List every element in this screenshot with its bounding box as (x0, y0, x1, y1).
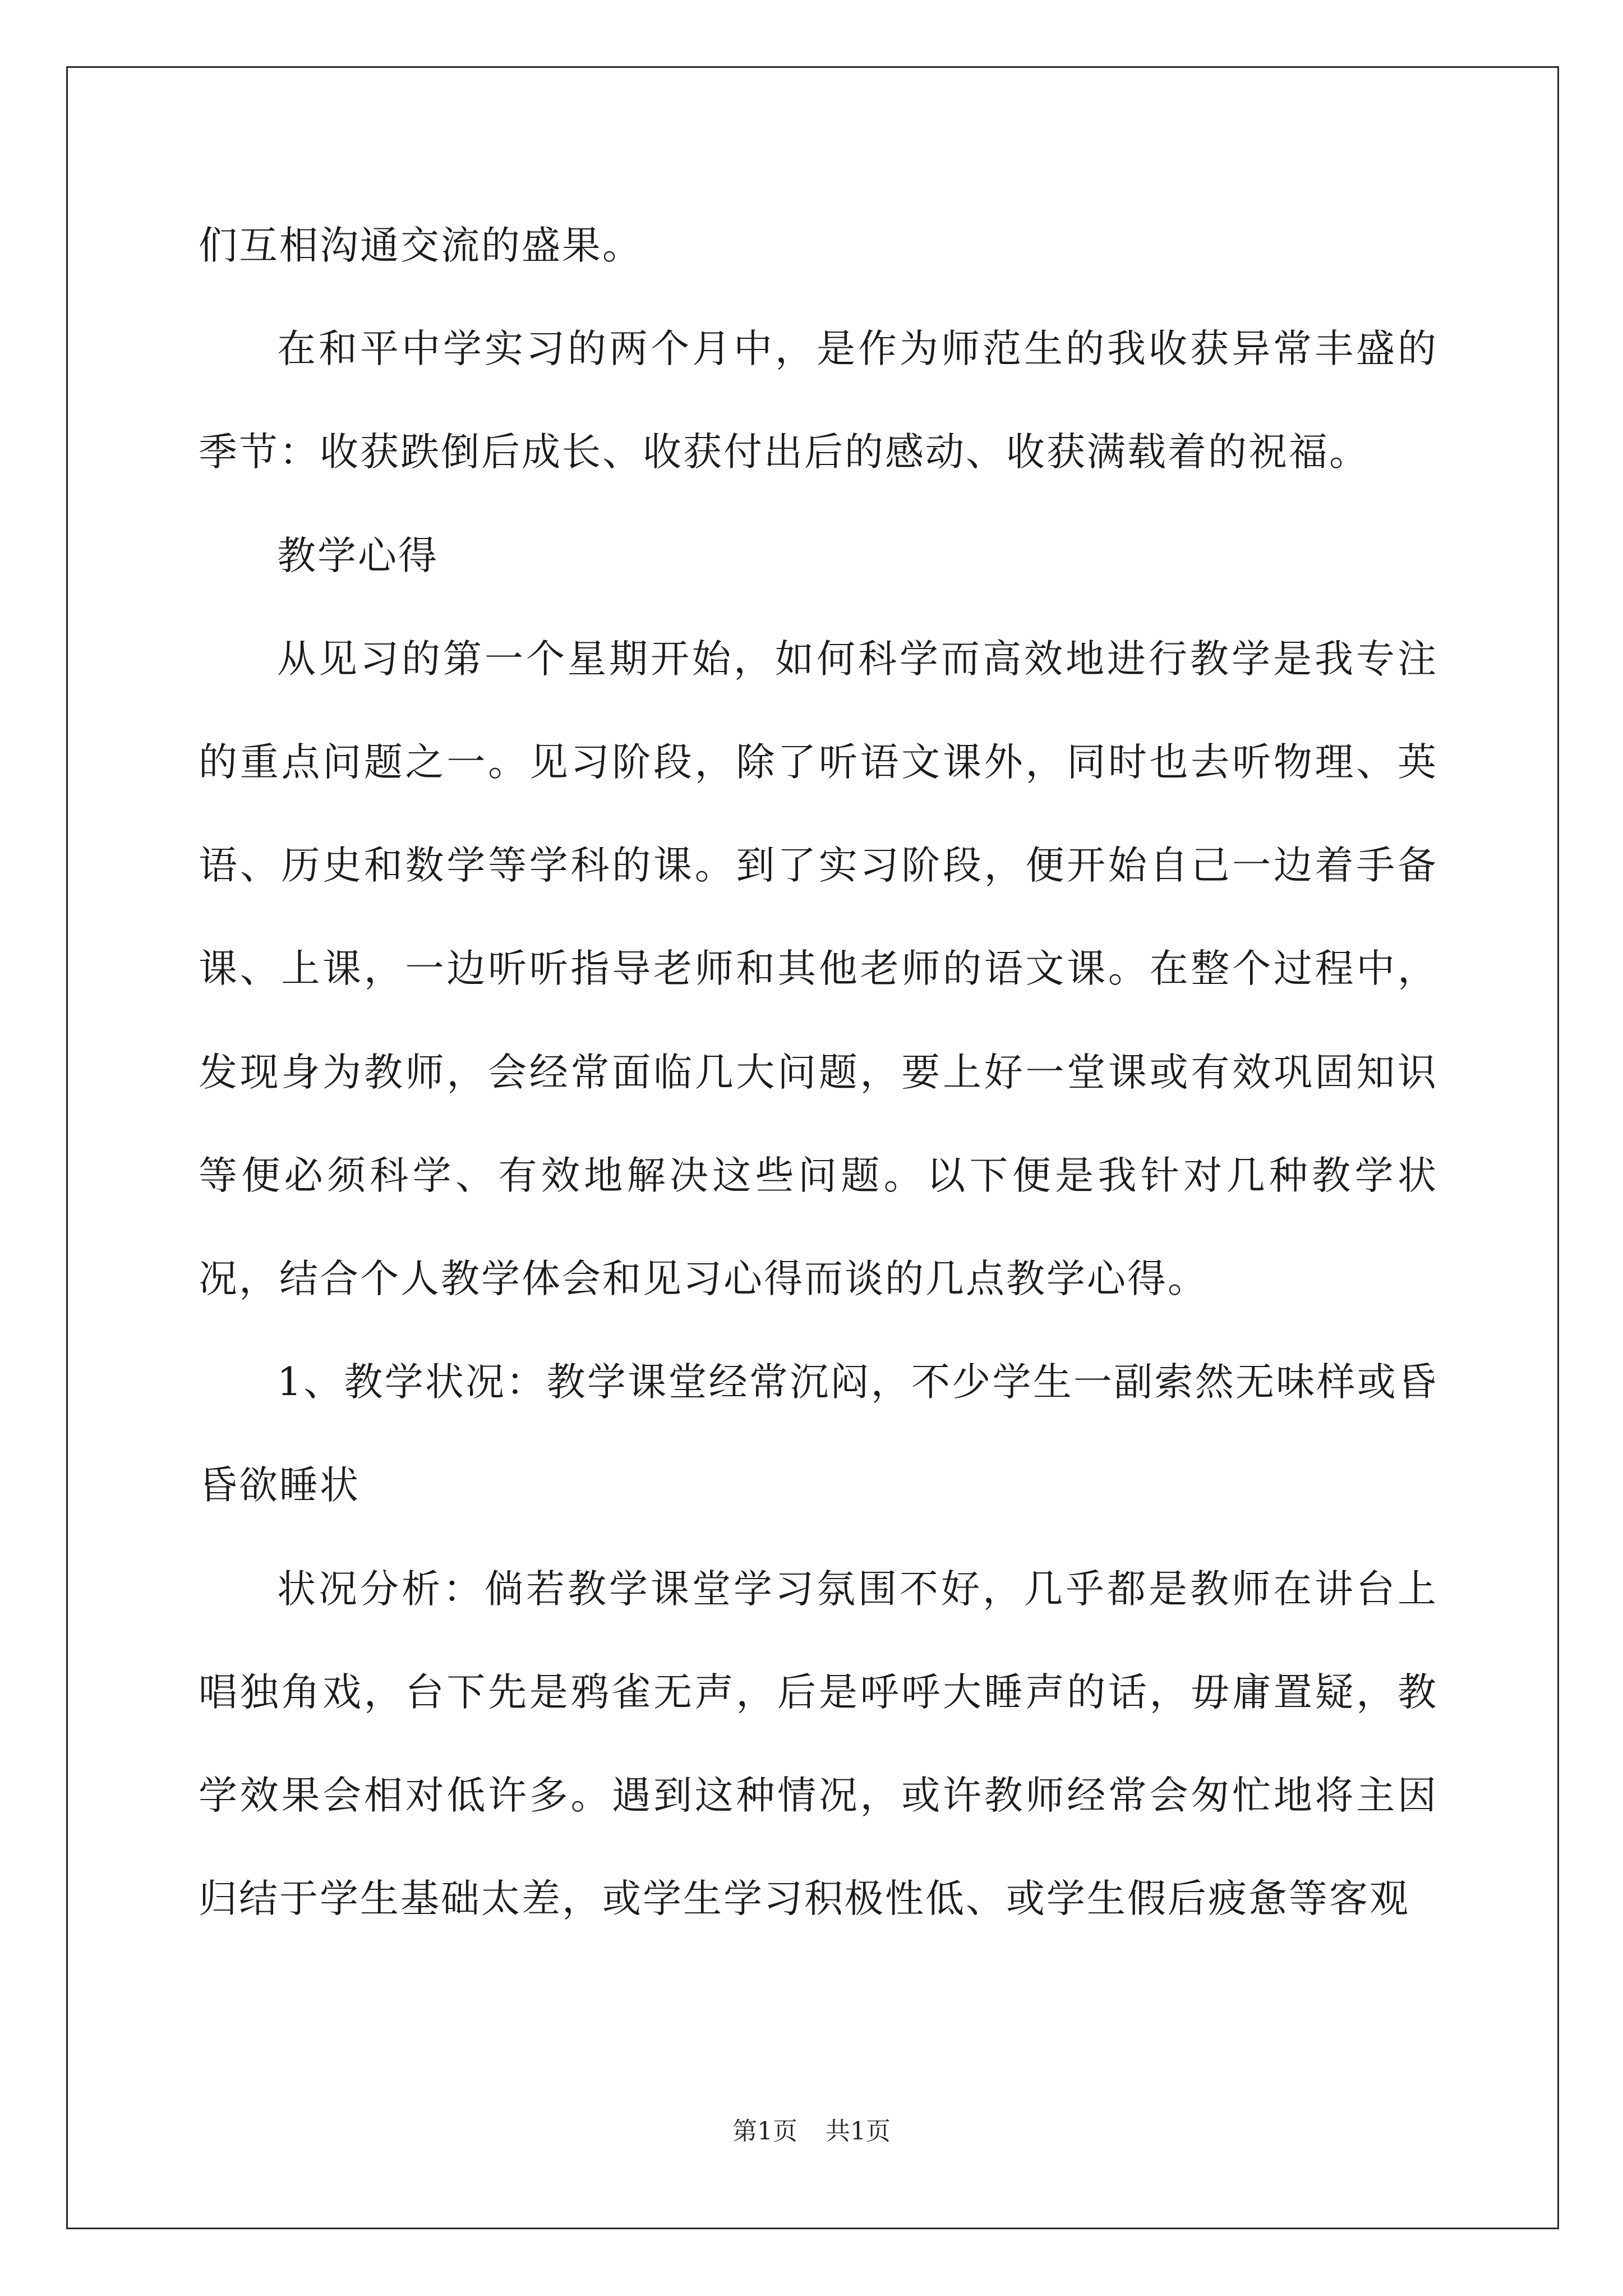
paragraph: 从见习的第一个星期开始，如何科学而高效地进行教学是我专注的重点问题之一。见习阶段，除了听语文课外，同时也去听物理、英语、历史和数学等学科的课。到了实习阶段，便开始自己一边着手备课、上课，一边听听指导老师和其他老师的语文课。在整个过程中，发现身为教师，会经常面临几大问题，要上好一堂课或有效巩固知识等便必须科学、有效地解决这些问题。以下便是我针对几种教学状况，结合个人教学体会和见习心得而谈的几点教学心得。 (199, 636, 1438, 1302)
paragraph: 在和平中学实习的两个月中，是作为师范生的我收获异常丰盛的季节：收获跌倒后成长、收获付出后的感动、收获满载着的祝福。 (199, 326, 1438, 475)
page-total: 共1页 (826, 2117, 891, 2146)
section-heading: 教学心得 (277, 533, 439, 578)
page-number: 第1页 (732, 2117, 797, 2146)
page-footer (0, 2115, 1623, 2148)
document-body (199, 194, 1438, 1950)
paragraph: 1、教学状况：教学课堂经常沉闷，不少学生一副索然无味样或昏昏欲睡状 (199, 1360, 1438, 1508)
paragraph: 们互相沟通交流的盛果。 (199, 223, 643, 268)
paragraph: 状况分析：倘若教学课堂学习氛围不好，几乎都是教师在讲台上唱独角戏，台下先是鸦雀无声，后是呼呼大睡声的话，毋庸置疑，教学效果会相对低许多。遇到这种情况，或许教师经常会匆忙地将主因归结于学生基础太差，或学生学习积极性低、或学生假后疲惫等客观 (199, 1566, 1438, 1922)
